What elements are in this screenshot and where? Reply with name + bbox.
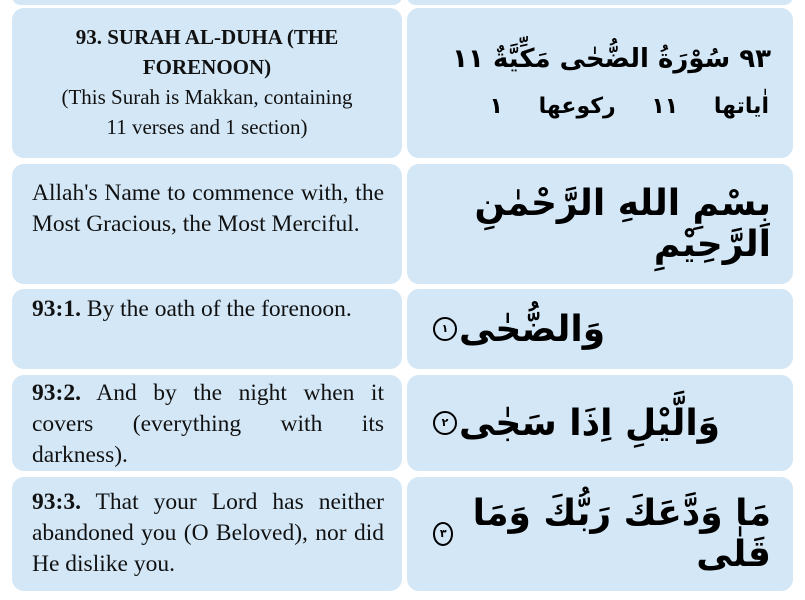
verse-93-1-arabic: وَالضُّحٰى [459, 308, 606, 350]
surah-title-line1: 93. SURAH AL-DUHA (THE [75, 25, 339, 49]
verse-93-3-english [12, 477, 402, 580]
verse-text: By the oath of the forenoon. [86, 296, 352, 322]
ayah-number-marker: ٢ [433, 411, 457, 435]
verse-93-1-arabic-card [407, 289, 793, 369]
ayah-number-marker: ٣ [433, 522, 453, 546]
verse-93-2-english [12, 375, 402, 471]
verse-ref: 93:1. [32, 296, 81, 322]
ayah-number-marker: ١ [433, 317, 457, 341]
verse-93-3-arabic: مَا وَدَّعَكَ رَبُّكَ وَمَا قَلٰى [472, 493, 771, 575]
bismillah-arabic-text: بِسْمِ اللهِ الرَّحْمٰنِ الرَّحِيْمِ [474, 183, 771, 265]
surah-arabic-header-card [407, 8, 793, 158]
verse-text: That your Lord has neither abandoned you (O Beloved), nor did He dislike you. [32, 489, 384, 577]
arabic-surah-heading: ۹۳ سُوْرَةُ الضُّحٰى مَكِّيَّةٌ ١١ [452, 44, 771, 74]
surah-subtitle-line2: 11 verses and 1 section) [106, 115, 308, 139]
verse-93-2-arabic: وَالَّيْلِ اِذَا سَجٰى [459, 402, 721, 444]
verse-93-1-english [12, 289, 402, 325]
surah-title-line2: FORENOON) [142, 55, 272, 79]
verse-93-2-arabic-card [407, 375, 793, 471]
partial-card-right [407, 0, 793, 5]
bismillah-english-card [12, 164, 402, 284]
verse-93-3-arabic-card [407, 477, 793, 591]
verse-ref: 93:3. [32, 489, 81, 515]
partial-card-left [12, 0, 402, 5]
verse-text: And by the night when it covers (everything with its darkness). [32, 380, 384, 468]
verse-93-1-english-card [12, 289, 402, 369]
surah-title-card [12, 8, 402, 158]
bismillah-english-text: Allah's Name to commence with, the Most Gracious, the Most Merciful. [32, 180, 384, 237]
bismillah-arabic-card [407, 164, 793, 284]
verse-93-2-english-card [12, 375, 402, 471]
arabic-verse-count: اٰياتها ١١ ركوعها ١ [489, 94, 769, 119]
surah-subtitle-line1: (This Surah is Makkan, containing [61, 85, 353, 109]
verse-ref: 93:2. [32, 380, 81, 406]
verse-93-3-english-card [12, 477, 402, 591]
